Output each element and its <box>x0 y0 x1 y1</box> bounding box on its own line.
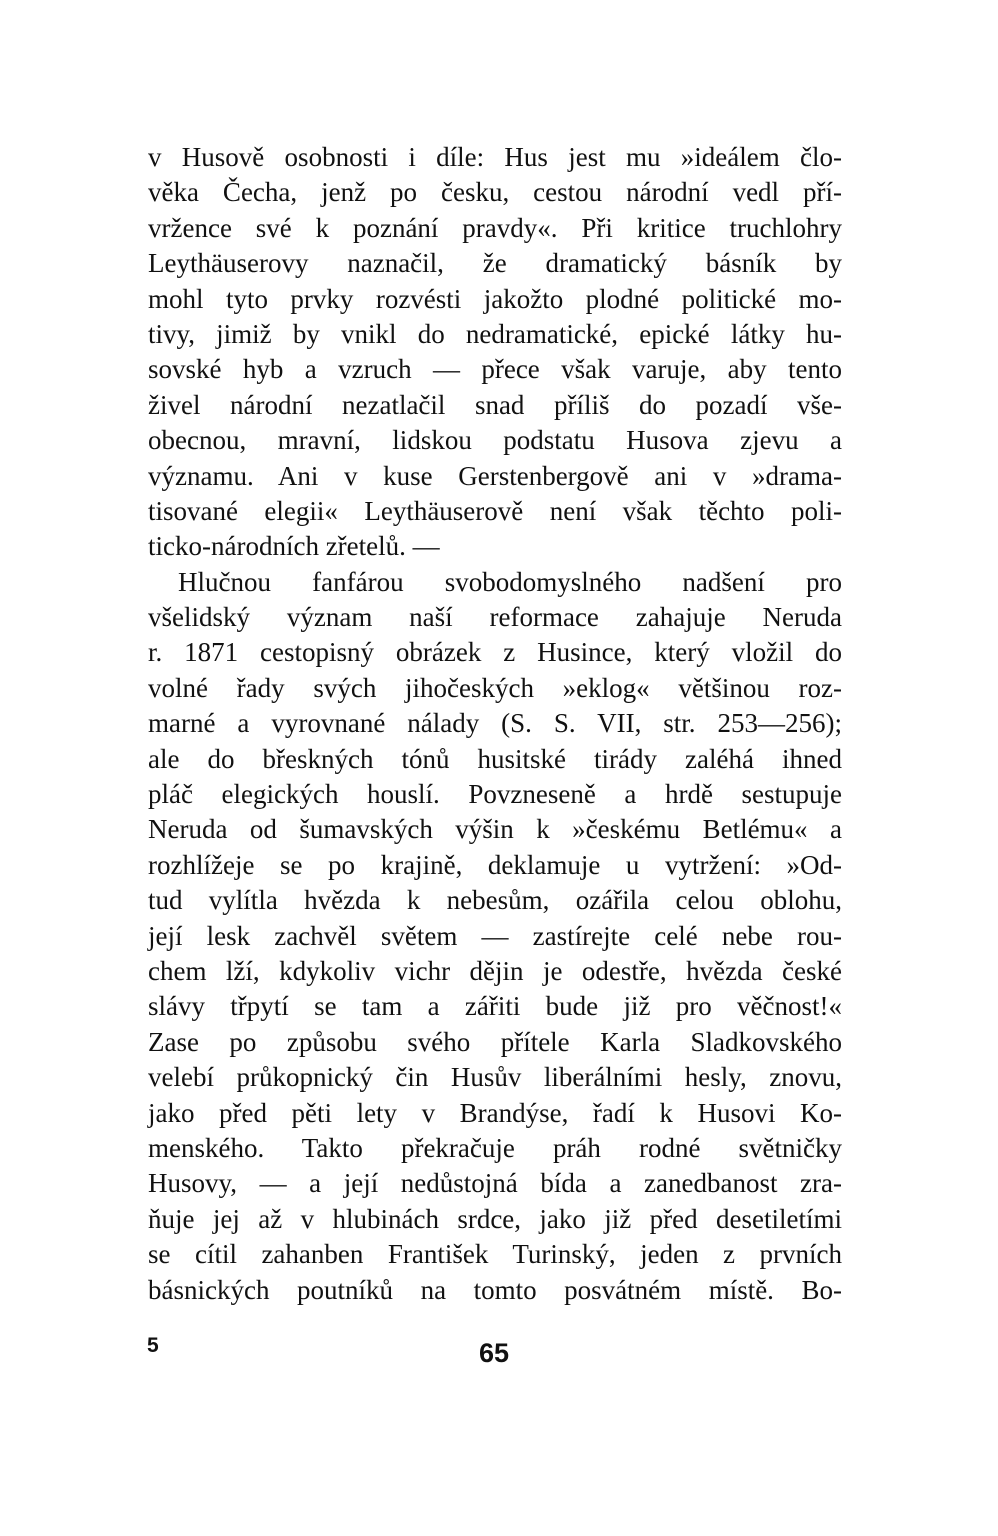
text-line: volné řady svých jihočeských »eklog« většinou roz- <box>148 672 842 703</box>
paragraph-2 <box>148 565 842 1308</box>
text-line: všelidský význam naší reformace zahajuje Neruda <box>148 602 842 633</box>
text-line: významu. Ani v kuse Gerstenbergově ani v »drama- <box>148 460 842 491</box>
text-line: Hlučnou fanfárou svobodomyslného nadšení pro <box>178 566 842 597</box>
text-line: ale do břeskných tónů husitské tirády zaléhá ihned <box>148 743 842 774</box>
text-line: vržence své k poznání pravdy«. Při kritice truchlohry <box>148 212 842 243</box>
text-line: r. 1871 cestopisný obrázek z Husince, který vložil do <box>148 637 842 668</box>
text-line: Neruda od šumavských výšin k »českému Betlému« a <box>148 814 842 845</box>
text-line: básnických poutníků na tomto posvátném místě. Bo- <box>148 1274 842 1305</box>
text-line: živel národní nezatlačil snad příliš do pozadí vše- <box>148 389 842 420</box>
text-line: Husovy, — a její nedůstojná bída a zanedbanost zra- <box>148 1168 842 1199</box>
body-text <box>148 140 842 1308</box>
page-number: 65 <box>478 1338 510 1368</box>
text-line: jako před pěti lety v Brandýse, řadí k Husovi Ko- <box>148 1097 842 1128</box>
text-line: její lesk zachvěl světem — zastírejte celé nebe rou- <box>148 920 842 951</box>
text-line: tisované elegii« Leythäuserově není však těchto poli- <box>148 495 842 526</box>
text-line: velebí průkopnický čin Husův liberálními hesly, znovu, <box>148 1062 842 1093</box>
text-line: pláč elegických houslí. Povzneseně a hrdě sestupuje <box>148 779 842 810</box>
text-line: ticko-národních zřetelů. — <box>148 531 440 562</box>
text-line: se cítil zahanben František Turinský, jeden z prvních <box>148 1239 842 1270</box>
text-line: věka Čecha, jenž po česku, cestou národní vedl pří- <box>148 177 842 208</box>
text-line: slávy třpytí se tam a zářiti bude již pro věčnost!« <box>148 991 842 1022</box>
text-line: chem lží, kdykoliv vichr dějin je odestře, hvězda české <box>148 955 842 986</box>
text-line: Leythäuserovy naznačil, že dramatický básník by <box>148 248 842 279</box>
text-line: sovské hyb a vzruch — přece však varuje, aby tento <box>148 354 842 385</box>
text-line: v Husově osobnosti i díle: Hus jest mu »ideálem člo- <box>148 142 842 172</box>
text-line: Zase po způsobu svého přítele Karla Sladkovského <box>148 1026 842 1057</box>
text-line: marné a vyrovnané nálady (S. S. VII, str. 253—256); <box>148 708 842 739</box>
text-line: menského. Takto překračuje práh rodné světničky <box>148 1132 842 1163</box>
text-line: obecnou, mravní, lidskou podstatu Husova zjevu a <box>148 425 842 456</box>
text-line: rozhlížeje se po krajině, deklamuje u vytržení: »Od- <box>148 849 842 880</box>
text-line: ňuje jej až v hlubinách srdce, jako již před desetiletími <box>148 1203 842 1234</box>
text-line: tud vylítla hvězda k nebesům, ozářila celou oblohu, <box>148 885 842 916</box>
signature-mark: 5 <box>147 1334 159 1357</box>
text-line: mohl tyto prvky rozvésti jakožto plodné politické mo- <box>148 283 842 314</box>
paragraph-1 <box>148 140 842 565</box>
text-line: tivy, jimiž by vnikl do nedramatické, epické látky hu- <box>148 318 842 349</box>
